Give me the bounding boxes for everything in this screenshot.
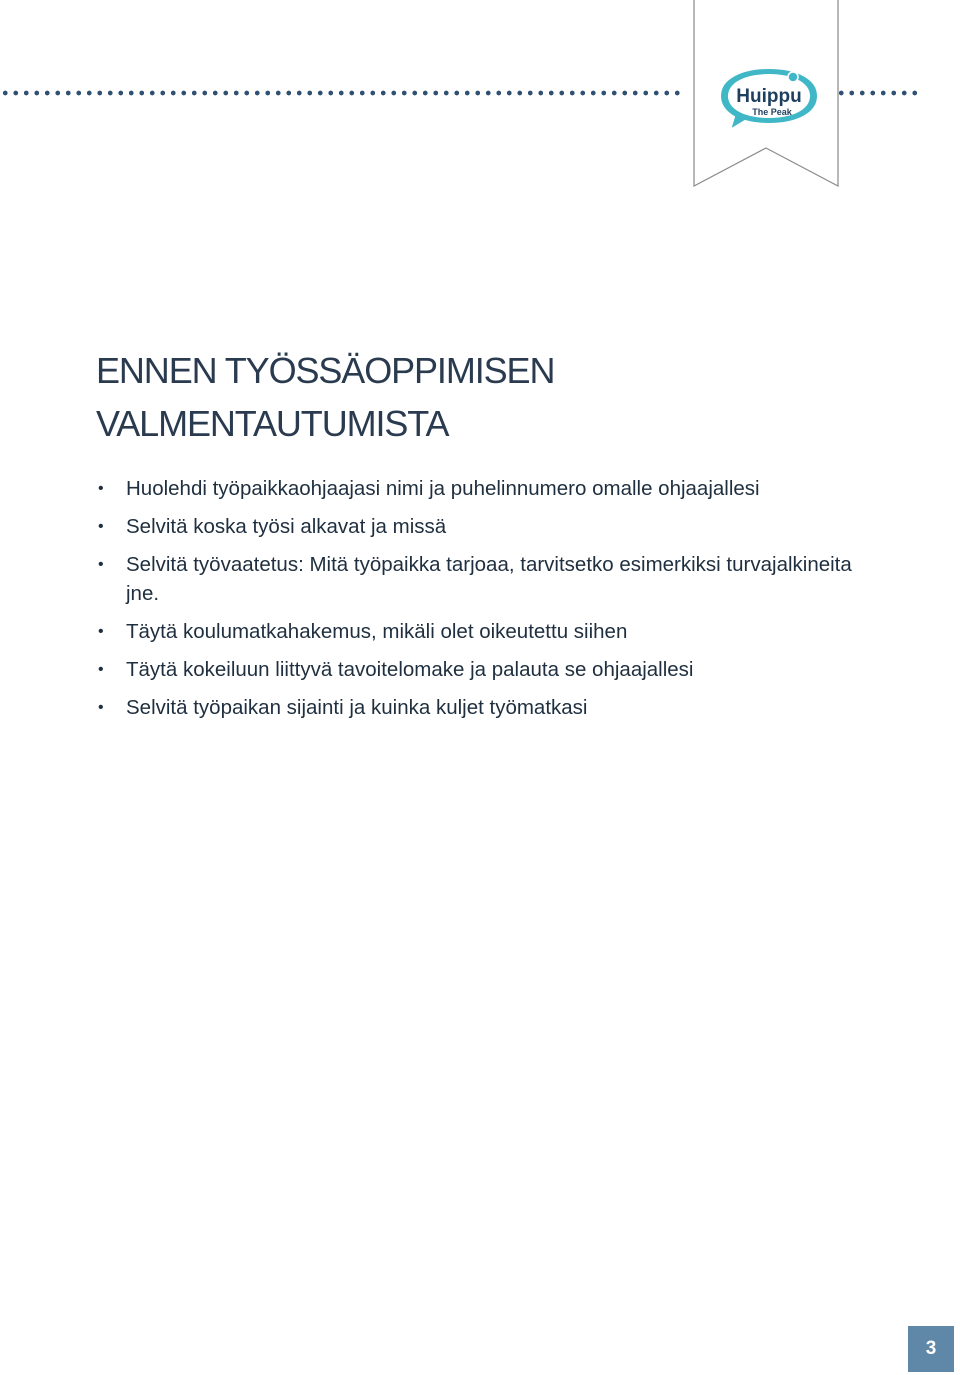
page-number-badge: 3 (908, 1326, 954, 1372)
huippu-logo (716, 64, 822, 132)
list-item (96, 693, 876, 722)
dotted-divider-left (0, 88, 684, 98)
bullet-icon: • (98, 556, 104, 573)
list-item-text: Selvitä koska työsi alkavat ja missä (126, 515, 447, 538)
logo-dot-icon (788, 72, 798, 82)
bullet-icon: • (98, 480, 104, 497)
list-item-text: Huolehdi työpaikkaohjaajasi nimi ja puhelinnumero omalle ohjaajallesi (126, 477, 760, 500)
logo-tagline-text: The Peak (752, 107, 792, 117)
list-item (96, 550, 876, 608)
bullet-icon: • (98, 518, 104, 535)
list-item (96, 474, 876, 503)
list-item-text: Täytä koulumatkahakemus, mikäli olet oikeutettu siihen (126, 620, 628, 643)
checklist (96, 474, 876, 731)
bullet-icon: • (98, 623, 104, 640)
list-item-text: Selvitä työpaikan sijainti ja kuinka kuljet työmatkasi (126, 696, 588, 719)
list-item-text: Selvitä työvaatetus: Mitä työpaikka tarjoaa, tarvitsetko esimerkiksi turvajalkineita jne. (126, 553, 852, 605)
page-title-line-1: ENNEN TYÖSSÄOPPIMISEN (96, 350, 555, 391)
page-title-line-2: VALMENTAUTUMISTA (96, 403, 449, 444)
list-item (96, 512, 876, 541)
page-title (96, 344, 856, 450)
bullet-icon: • (98, 699, 104, 716)
bullet-icon: • (98, 661, 104, 678)
list-item (96, 655, 876, 684)
list-item (96, 617, 876, 646)
dotted-divider-right (836, 88, 920, 98)
list-item-text: Täytä kokeiluun liittyvä tavoitelomake ja palauta se ohjaajallesi (126, 658, 694, 681)
logo-brand-text: Huippu (736, 86, 802, 107)
